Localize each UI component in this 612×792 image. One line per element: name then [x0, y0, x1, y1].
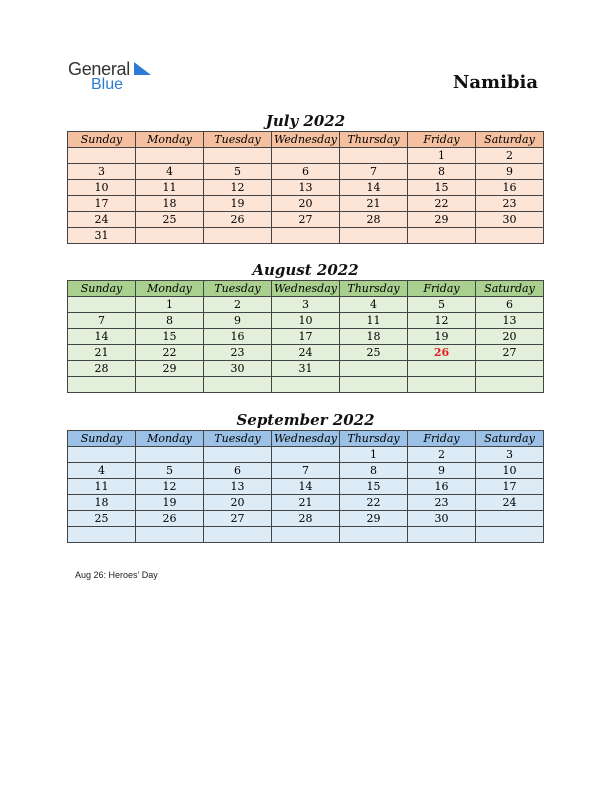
day-cell: 15	[408, 180, 476, 196]
day-cell	[68, 527, 136, 543]
month-july	[67, 111, 544, 244]
day-cell: 13	[204, 479, 272, 495]
day-cell	[476, 527, 544, 543]
day-cell	[204, 148, 272, 164]
week-row	[68, 148, 544, 164]
weekday-header: Friday	[408, 281, 476, 297]
day-cell: 16	[204, 329, 272, 345]
day-cell	[476, 361, 544, 377]
weekday-header: Sunday	[68, 132, 136, 148]
day-cell: 7	[272, 463, 340, 479]
day-cell: 6	[272, 164, 340, 180]
day-cell	[204, 447, 272, 463]
day-cell	[476, 377, 544, 393]
day-cell: 20	[476, 329, 544, 345]
day-cell: 1	[136, 297, 204, 313]
day-cell: 14	[68, 329, 136, 345]
day-cell	[136, 377, 204, 393]
day-cell: 22	[136, 345, 204, 361]
day-cell: 21	[68, 345, 136, 361]
day-cell: 4	[340, 297, 408, 313]
day-cell: 23	[476, 196, 544, 212]
week-row	[68, 196, 544, 212]
day-cell	[340, 148, 408, 164]
week-row	[68, 511, 544, 527]
day-cell: 30	[204, 361, 272, 377]
day-cell: 10	[476, 463, 544, 479]
day-cell: 29	[408, 212, 476, 228]
weekday-header: Friday	[408, 132, 476, 148]
day-cell	[136, 228, 204, 244]
day-cell	[476, 511, 544, 527]
weekday-header-row	[68, 132, 544, 148]
logo	[68, 60, 130, 93]
day-cell: 15	[340, 479, 408, 495]
day-cell: 6	[476, 297, 544, 313]
month-title: August 2022	[252, 261, 359, 279]
day-cell: 10	[68, 180, 136, 196]
day-cell: 19	[136, 495, 204, 511]
day-cell: 14	[340, 180, 408, 196]
logo-triangle-icon	[134, 62, 152, 76]
week-row	[68, 447, 544, 463]
logo-text-blue: Blue	[91, 76, 124, 93]
weekday-header: Thursday	[340, 281, 408, 297]
day-cell: 7	[68, 313, 136, 329]
calendar-table	[67, 430, 544, 543]
weekday-header: Thursday	[340, 132, 408, 148]
day-cell: 4	[136, 164, 204, 180]
day-cell	[408, 527, 476, 543]
day-cell: 29	[340, 511, 408, 527]
day-cell: 6	[204, 463, 272, 479]
day-cell	[340, 228, 408, 244]
week-row	[68, 297, 544, 313]
week-row	[68, 463, 544, 479]
day-cell: 20	[204, 495, 272, 511]
calendar-table	[67, 280, 544, 393]
day-cell	[476, 228, 544, 244]
day-cell: 3	[272, 297, 340, 313]
day-cell	[204, 377, 272, 393]
day-cell: 25	[340, 345, 408, 361]
week-row	[68, 495, 544, 511]
day-cell: 5	[204, 164, 272, 180]
day-cell: 27	[272, 212, 340, 228]
day-cell: 2	[408, 447, 476, 463]
day-cell: 11	[340, 313, 408, 329]
day-cell: 13	[272, 180, 340, 196]
day-cell: 10	[272, 313, 340, 329]
week-row	[68, 228, 544, 244]
day-cell	[272, 377, 340, 393]
week-row	[68, 361, 544, 377]
day-cell: 28	[340, 212, 408, 228]
day-cell: 13	[476, 313, 544, 329]
day-cell: 18	[68, 495, 136, 511]
day-cell: 18	[136, 196, 204, 212]
day-cell	[340, 377, 408, 393]
day-cell: 21	[340, 196, 408, 212]
day-cell: 9	[408, 463, 476, 479]
day-cell: 25	[136, 212, 204, 228]
day-cell	[204, 228, 272, 244]
weekday-header: Friday	[408, 431, 476, 447]
day-cell: 28	[272, 511, 340, 527]
day-cell: 15	[136, 329, 204, 345]
day-cell	[408, 361, 476, 377]
weekday-header: Wednesday	[272, 281, 340, 297]
day-cell	[272, 228, 340, 244]
day-cell: 8	[136, 313, 204, 329]
holiday-day-cell: 26	[408, 345, 476, 361]
day-cell: 24	[272, 345, 340, 361]
day-cell: 1	[340, 447, 408, 463]
weekday-header: Saturday	[476, 132, 544, 148]
day-cell	[136, 527, 204, 543]
day-cell: 23	[204, 345, 272, 361]
day-cell: 16	[408, 479, 476, 495]
day-cell: 3	[68, 164, 136, 180]
day-cell: 19	[408, 329, 476, 345]
day-cell: 30	[476, 212, 544, 228]
day-cell	[272, 148, 340, 164]
day-cell	[408, 228, 476, 244]
day-cell: 31	[68, 228, 136, 244]
day-cell: 2	[204, 297, 272, 313]
weekday-header-row	[68, 281, 544, 297]
day-cell: 17	[272, 329, 340, 345]
day-cell	[68, 148, 136, 164]
day-cell	[136, 148, 204, 164]
day-cell: 5	[408, 297, 476, 313]
day-cell: 18	[340, 329, 408, 345]
day-cell: 5	[136, 463, 204, 479]
week-row	[68, 313, 544, 329]
day-cell: 17	[68, 196, 136, 212]
day-cell: 12	[204, 180, 272, 196]
weekday-header: Wednesday	[272, 431, 340, 447]
day-cell: 4	[68, 463, 136, 479]
day-cell: 24	[68, 212, 136, 228]
weekday-header: Thursday	[340, 431, 408, 447]
day-cell: 31	[272, 361, 340, 377]
day-cell: 11	[68, 479, 136, 495]
day-cell: 9	[476, 164, 544, 180]
day-cell: 8	[408, 164, 476, 180]
week-row	[68, 345, 544, 361]
day-cell	[68, 377, 136, 393]
weekday-header: Monday	[136, 132, 204, 148]
day-cell: 22	[408, 196, 476, 212]
calendar-table	[67, 131, 544, 244]
day-cell: 16	[476, 180, 544, 196]
weekday-header: Saturday	[476, 431, 544, 447]
week-row	[68, 212, 544, 228]
week-row	[68, 164, 544, 180]
day-cell	[340, 527, 408, 543]
day-cell: 17	[476, 479, 544, 495]
holiday-note: Aug 26: Heroes’ Day	[75, 570, 158, 580]
day-cell: 14	[272, 479, 340, 495]
day-cell	[408, 377, 476, 393]
day-cell: 7	[340, 164, 408, 180]
weekday-header: Tuesday	[204, 281, 272, 297]
day-cell	[68, 447, 136, 463]
day-cell	[272, 527, 340, 543]
month-september	[67, 410, 544, 543]
holiday-notes	[75, 570, 158, 580]
weekday-header: Monday	[136, 281, 204, 297]
month-title: September 2022	[236, 411, 375, 429]
day-cell: 25	[68, 511, 136, 527]
logo-text-general: General	[68, 59, 130, 79]
day-cell: 20	[272, 196, 340, 212]
day-cell: 28	[68, 361, 136, 377]
day-cell: 9	[204, 313, 272, 329]
day-cell: 29	[136, 361, 204, 377]
week-row	[68, 527, 544, 543]
weekday-header: Monday	[136, 431, 204, 447]
day-cell: 12	[136, 479, 204, 495]
day-cell: 19	[204, 196, 272, 212]
week-row	[68, 180, 544, 196]
day-cell	[272, 447, 340, 463]
day-cell: 27	[204, 511, 272, 527]
day-cell: 26	[204, 212, 272, 228]
day-cell: 24	[476, 495, 544, 511]
weekday-header: Tuesday	[204, 431, 272, 447]
weekday-header: Tuesday	[204, 132, 272, 148]
day-cell: 2	[476, 148, 544, 164]
day-cell: 23	[408, 495, 476, 511]
day-cell	[204, 527, 272, 543]
day-cell: 8	[340, 463, 408, 479]
weekday-header-row	[68, 431, 544, 447]
day-cell	[340, 361, 408, 377]
day-cell: 21	[272, 495, 340, 511]
weekday-header: Sunday	[68, 281, 136, 297]
day-cell: 1	[408, 148, 476, 164]
country-title: Namibia	[452, 72, 538, 93]
weekday-header: Wednesday	[272, 132, 340, 148]
week-row	[68, 329, 544, 345]
day-cell: 30	[408, 511, 476, 527]
day-cell: 3	[476, 447, 544, 463]
day-cell: 22	[340, 495, 408, 511]
day-cell: 27	[476, 345, 544, 361]
weekday-header: Saturday	[476, 281, 544, 297]
weekday-header: Sunday	[68, 431, 136, 447]
day-cell	[136, 447, 204, 463]
day-cell: 12	[408, 313, 476, 329]
month-august	[67, 260, 544, 393]
day-cell: 11	[136, 180, 204, 196]
day-cell	[68, 297, 136, 313]
week-row	[68, 377, 544, 393]
week-row	[68, 479, 544, 495]
day-cell: 26	[136, 511, 204, 527]
month-title: July 2022	[265, 112, 346, 130]
